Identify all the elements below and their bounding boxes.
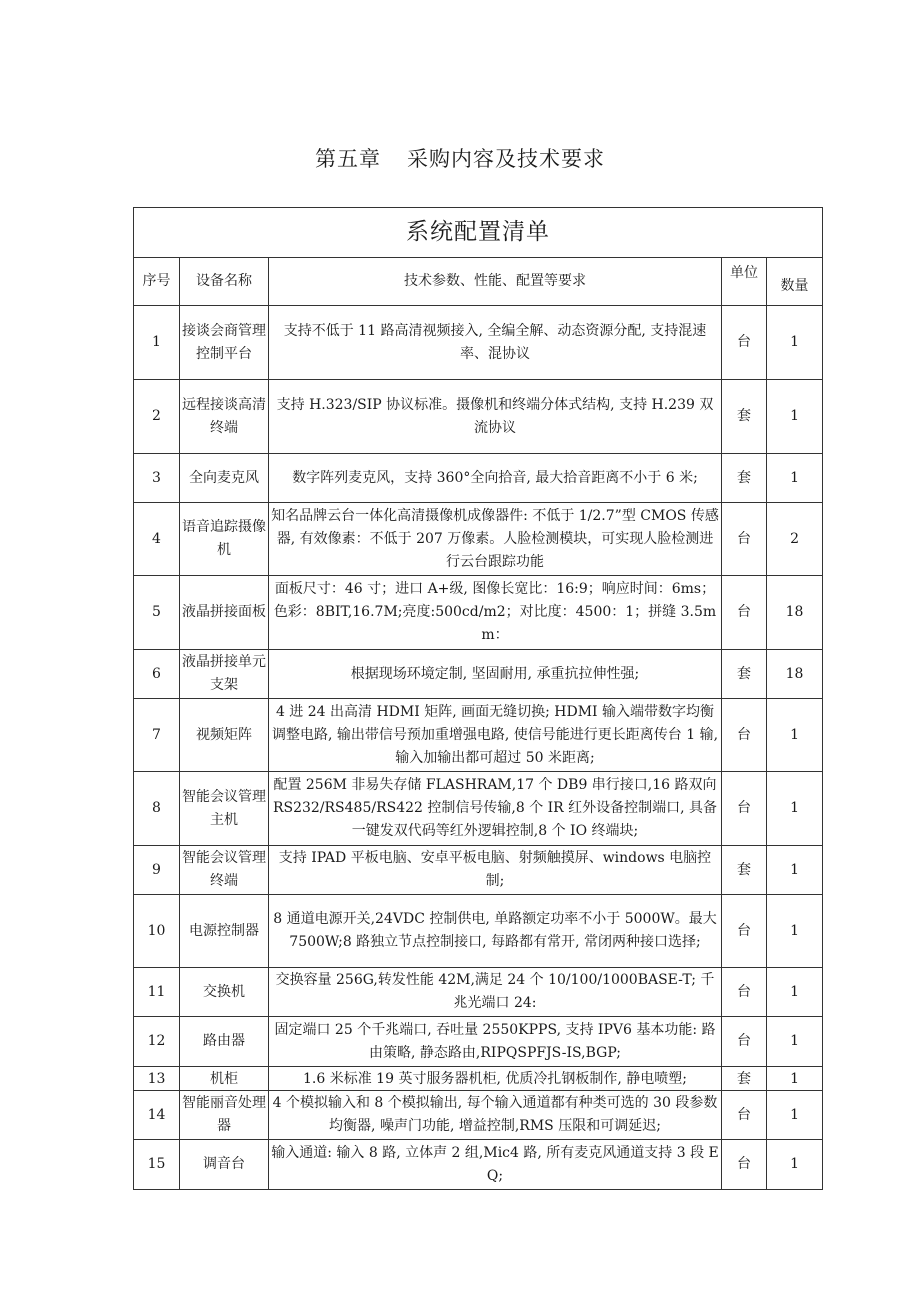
table-row	[134, 968, 823, 1017]
row-device-name: 接谈会商管理控制平台	[180, 306, 269, 380]
row-spec: 配置 256M 非易失存储 FLASHRAM,17 个 DB9 串行接口,16 路双向 RS232/RS485/RS422 控制信号传输,8 个 IR 红外设备控制端口, 具备一键发双代码等红外逻辑控制,8 个 IO 终端块;	[269, 772, 722, 846]
table-row	[134, 1091, 823, 1140]
row-device-name: 路由器	[180, 1017, 269, 1067]
table-row	[134, 454, 823, 503]
row-device-name: 电源控制器	[180, 895, 269, 968]
row-unit: 台	[722, 895, 767, 968]
row-number: 13	[134, 1067, 180, 1091]
row-unit: 台	[722, 1140, 767, 1190]
row-spec: 输入通道: 输入 8 路, 立体声 2 组,Mic4 路, 所有麦克风通道支持 3 段 EQ;	[269, 1140, 722, 1190]
row-qty: 1	[767, 968, 823, 1017]
row-device-name: 全向麦克风	[180, 454, 269, 503]
row-qty: 1	[767, 772, 823, 846]
row-number: 12	[134, 1017, 180, 1067]
header-unit: 单位	[722, 258, 767, 306]
row-device-name: 液晶拼接面板	[180, 576, 269, 650]
row-unit: 套	[722, 454, 767, 503]
chapter-heading: 采购内容及技术要求	[407, 147, 605, 171]
table-header-row	[134, 258, 823, 306]
row-qty: 1	[767, 1017, 823, 1067]
row-qty: 18	[767, 576, 823, 650]
row-number: 11	[134, 968, 180, 1017]
row-qty: 1	[767, 1091, 823, 1140]
row-number: 7	[134, 699, 180, 772]
table-title: 系统配置清单	[134, 208, 823, 258]
table-row	[134, 306, 823, 380]
row-number: 10	[134, 895, 180, 968]
row-device-name: 调音台	[180, 1140, 269, 1190]
row-qty: 1	[767, 1140, 823, 1190]
row-number: 2	[134, 380, 180, 454]
system-config-table	[133, 207, 823, 1190]
row-qty: 1	[767, 380, 823, 454]
row-spec: 交换容量 256G,转发性能 42M,满足 24 个 10/100/1000BASE-T; 千兆光端口 24:	[269, 968, 722, 1017]
header-index: 序号	[134, 258, 180, 306]
chapter-number: 第五章	[315, 147, 381, 171]
row-device-name: 智能丽音处理器	[180, 1091, 269, 1140]
row-number: 15	[134, 1140, 180, 1190]
row-spec: 面板尺寸：46 寸；进口 A+级, 图像长宽比：16:9；响应时间：6ms；色彩：8BIT,16.7M;亮度:500cd/m2；对比度：4500：1；拼缝 3.5mm：	[269, 576, 722, 650]
row-spec: 1.6 米标准 19 英寸服务器机柜, 优质冷扎钢板制作, 静电喷塑;	[269, 1067, 722, 1091]
row-number: 6	[134, 650, 180, 699]
row-qty: 1	[767, 1067, 823, 1091]
row-number: 9	[134, 846, 180, 895]
row-device-name: 液晶拼接单元支架	[180, 650, 269, 699]
header-qty: 数量	[767, 258, 823, 306]
table-row	[134, 772, 823, 846]
row-unit: 台	[722, 1017, 767, 1067]
table-row	[134, 1140, 823, 1190]
row-spec: 支持不低于 11 路高清视频接入, 全编全解、动态资源分配, 支持混速率、混协议	[269, 306, 722, 380]
table-row	[134, 380, 823, 454]
row-spec: 数字阵列麦克风，支持 360°全向拾音, 最大拾音距离不小于 6 米;	[269, 454, 722, 503]
table-row	[134, 650, 823, 699]
row-qty: 2	[767, 503, 823, 576]
row-spec: 4 个模拟输入和 8 个模拟输出, 每个输入通道都有种类可选的 30 段参数均衡器, 噪声门功能, 增益控制,RMS 压限和可调延迟;	[269, 1091, 722, 1140]
row-device-name: 视频矩阵	[180, 699, 269, 772]
table-row	[134, 699, 823, 772]
row-device-name: 语音追踪摄像机	[180, 503, 269, 576]
row-qty: 1	[767, 699, 823, 772]
row-spec: 知名品牌云台一体化高清摄像机成像器件: 不低于 1/2.7”型 CMOS 传感器, 有效像素：不低于 207 万像素。人脸检测模块，可实现人脸检测进行云台跟踪功能	[269, 503, 722, 576]
row-unit: 台	[722, 503, 767, 576]
row-device-name: 智能会议管理终端	[180, 846, 269, 895]
chapter-title	[0, 143, 920, 173]
table-row	[134, 503, 823, 576]
table-row	[134, 1067, 823, 1091]
row-qty: 1	[767, 306, 823, 380]
row-unit: 套	[722, 380, 767, 454]
row-spec: 固定端口 25 个千兆端口, 吞吐量 2550KPPS, 支持 IPV6 基本功能: 路由策略, 静态路由,RIPQSPFJS-IS,BGP;	[269, 1017, 722, 1067]
row-device-name: 智能会议管理主机	[180, 772, 269, 846]
header-name: 设备名称	[180, 258, 269, 306]
row-spec: 8 通道电源开关,24VDC 控制供电, 单路额定功率不小于 5000W。最大 7500W;8 路独立节点控制接口, 每路都有常开, 常闭两种接口选择;	[269, 895, 722, 968]
row-unit: 台	[722, 772, 767, 846]
row-device-name: 交换机	[180, 968, 269, 1017]
row-number: 4	[134, 503, 180, 576]
row-unit: 台	[722, 306, 767, 380]
header-spec: 技术参数、性能、配置等要求	[269, 258, 722, 306]
row-qty: 18	[767, 650, 823, 699]
row-unit: 台	[722, 699, 767, 772]
row-qty: 1	[767, 454, 823, 503]
row-unit: 台	[722, 576, 767, 650]
row-unit: 台	[722, 1091, 767, 1140]
row-device-name: 远程接谈高清终端	[180, 380, 269, 454]
table-row	[134, 895, 823, 968]
row-spec: 支持 H.323/SIP 协议标准。摄像机和终端分体式结构, 支持 H.239 双流协议	[269, 380, 722, 454]
row-spec: 根据现场环境定制, 坚固耐用, 承重抗拉伸性强;	[269, 650, 722, 699]
row-device-name: 机柜	[180, 1067, 269, 1091]
table-row	[134, 846, 823, 895]
table-row	[134, 1017, 823, 1067]
row-qty: 1	[767, 895, 823, 968]
row-number: 5	[134, 576, 180, 650]
table-row	[134, 576, 823, 650]
row-number: 14	[134, 1091, 180, 1140]
row-spec: 4 进 24 出高清 HDMI 矩阵, 画面无缝切换; HDMI 输入端带数字均衡调整电路, 输出带信号预加重增强电路, 使信号能进行更长距离传台 1 输, 输入加输出都可超过 50 米距离;	[269, 699, 722, 772]
row-number: 3	[134, 454, 180, 503]
row-unit: 套	[722, 650, 767, 699]
row-spec: 支持 IPAD 平板电脑、安卓平板电脑、射频触摸屏、windows 电脑控制;	[269, 846, 722, 895]
row-number: 8	[134, 772, 180, 846]
row-qty: 1	[767, 846, 823, 895]
row-unit: 套	[722, 846, 767, 895]
row-number: 1	[134, 306, 180, 380]
row-unit: 台	[722, 968, 767, 1017]
row-unit: 套	[722, 1067, 767, 1091]
